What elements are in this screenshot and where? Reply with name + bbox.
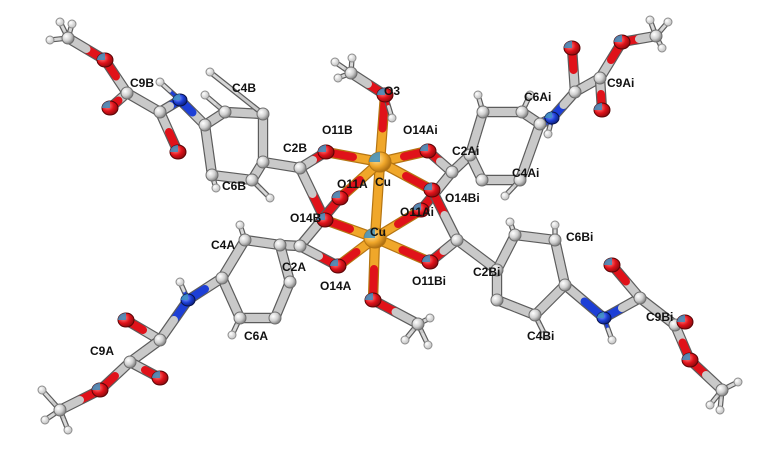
atom-b3 [257, 108, 269, 120]
label-c6a: C6A [244, 329, 269, 343]
label-c2a: C2A [282, 260, 307, 274]
atom-cc3 [294, 240, 306, 252]
atom-b6 [206, 169, 218, 181]
atom-c2 [274, 239, 286, 251]
atom-mec [54, 404, 66, 416]
label-c9b: C9B [130, 76, 155, 90]
atom-o14ai [420, 144, 436, 158]
atom-h33 [716, 406, 724, 414]
atom-c9 [124, 356, 136, 368]
atom-c7 [284, 276, 296, 288]
atom-ob1 [170, 145, 186, 159]
atom-nd [597, 312, 611, 324]
atom-d8 [634, 292, 646, 304]
label-c2b: C2B [283, 141, 308, 155]
atom-meb [62, 32, 74, 44]
atom-d5 [559, 279, 571, 291]
atom-mea [650, 30, 662, 42]
label-o14bi: O14Bi [445, 191, 480, 205]
atom-ob2 [97, 53, 113, 67]
atom-o11a [332, 191, 348, 205]
atom-h3 [334, 74, 342, 82]
atom-d7 [509, 229, 521, 241]
atom-cc2 [446, 166, 458, 178]
atom-od2 [677, 315, 693, 329]
atom-me3 [345, 67, 357, 79]
atom-a5 [534, 118, 546, 130]
atom-h27 [41, 416, 49, 424]
label-c2ai: C2Ai [452, 144, 480, 158]
atom-na [545, 112, 559, 124]
atom-ob3 [102, 101, 118, 115]
atom-b8 [154, 106, 166, 118]
atom-h14 [46, 36, 54, 44]
label-c9bi: C9Bi [646, 310, 674, 324]
atom-cu1 [369, 152, 391, 172]
label-o11b: O11B [322, 123, 353, 137]
atom-c4 [216, 272, 228, 284]
atom-h12 [156, 78, 164, 86]
label-c9ai: C9Ai [607, 76, 635, 90]
atom-od3 [682, 353, 698, 367]
atom-oc2 [152, 371, 168, 385]
atom-b5 [199, 119, 211, 131]
atom-c3 [239, 234, 251, 246]
atom-b7 [246, 174, 258, 186]
atom-a3 [477, 106, 489, 118]
label-cu-bottom: Cu [370, 225, 386, 239]
atom-cc1 [294, 162, 306, 174]
atom-h4 [388, 114, 396, 122]
atom-oc3 [92, 383, 108, 397]
atom-oa3 [614, 35, 630, 49]
atom-h1 [331, 58, 339, 66]
atom-oa2 [594, 103, 610, 117]
atom-h6 [401, 336, 409, 344]
atom-h34 [734, 378, 742, 386]
label-o3: O3 [384, 84, 401, 98]
atom-c6 [269, 312, 281, 324]
atom-nc [181, 294, 195, 306]
label-c9a: C9A [90, 344, 115, 358]
label-c6bi: C6Bi [566, 230, 594, 244]
atom-oc1 [118, 313, 134, 327]
atom-h13 [56, 18, 64, 26]
atom-h15 [68, 20, 76, 28]
atom-h2 [348, 54, 356, 62]
atom-h19 [544, 130, 552, 138]
atom-h21 [664, 18, 672, 26]
atom-h18 [501, 192, 509, 200]
atom-d6 [549, 234, 561, 246]
label-o11bi: O11Bi [412, 274, 447, 288]
atom-h28 [64, 426, 72, 434]
label-o14ai: O14Ai [403, 123, 438, 137]
atom-a4 [516, 106, 528, 118]
atom-h30 [551, 221, 559, 229]
atom-nb [173, 94, 187, 106]
atom-me_low [412, 318, 424, 330]
label-c6b: C6B [222, 179, 247, 193]
atom-d4 [529, 309, 541, 321]
label-c6ai: C6Ai [524, 90, 552, 104]
label-c4a: C4A [211, 238, 236, 252]
atom-h25 [176, 278, 184, 286]
atom-d3 [491, 294, 503, 306]
atom-o11b [318, 145, 334, 159]
atom-h22 [658, 44, 666, 52]
atom-med [716, 384, 728, 396]
atom-o_low [365, 293, 381, 307]
atom-h29 [506, 218, 514, 226]
atom-od1 [604, 258, 620, 272]
atom-h11 [206, 68, 214, 76]
atom-a8 [569, 86, 581, 98]
atom-h10 [212, 184, 220, 192]
atom-c8 [154, 334, 166, 346]
atom-h32 [608, 336, 616, 344]
label-o11ai: O11Ai [400, 205, 435, 219]
atom-h20 [646, 16, 654, 24]
atom-cc4 [451, 234, 463, 246]
atom-h16 [474, 91, 482, 99]
atom-a7 [476, 174, 488, 186]
label-o14a: O14A [320, 279, 352, 293]
atom-o14a [330, 259, 346, 273]
atom-h9 [266, 194, 274, 202]
atom-oa1 [564, 41, 580, 55]
atom-h35 [706, 401, 714, 409]
atom-h7 [426, 314, 434, 322]
label-c4ai: C4Ai [512, 166, 540, 180]
atom-h26 [38, 386, 46, 394]
atom-b2 [257, 156, 269, 168]
atom-h8 [201, 91, 209, 99]
atom-a9 [594, 72, 606, 84]
atom-h5 [424, 341, 432, 349]
atom-c5 [234, 312, 246, 324]
label-o11a: O11A [337, 177, 368, 191]
label-c4b: C4B [232, 81, 257, 95]
atom-o11bi [422, 255, 438, 269]
label-o14b: O14B [290, 211, 322, 225]
atom-b4 [219, 106, 231, 118]
atom-h24 [228, 331, 236, 339]
label-c4bi: C4Bi [527, 329, 555, 343]
atom-o14bi [424, 183, 440, 197]
atom-h23 [236, 221, 244, 229]
label-cu-top: Cu [375, 175, 391, 189]
label-c2bi: C2Bi [473, 265, 501, 279]
